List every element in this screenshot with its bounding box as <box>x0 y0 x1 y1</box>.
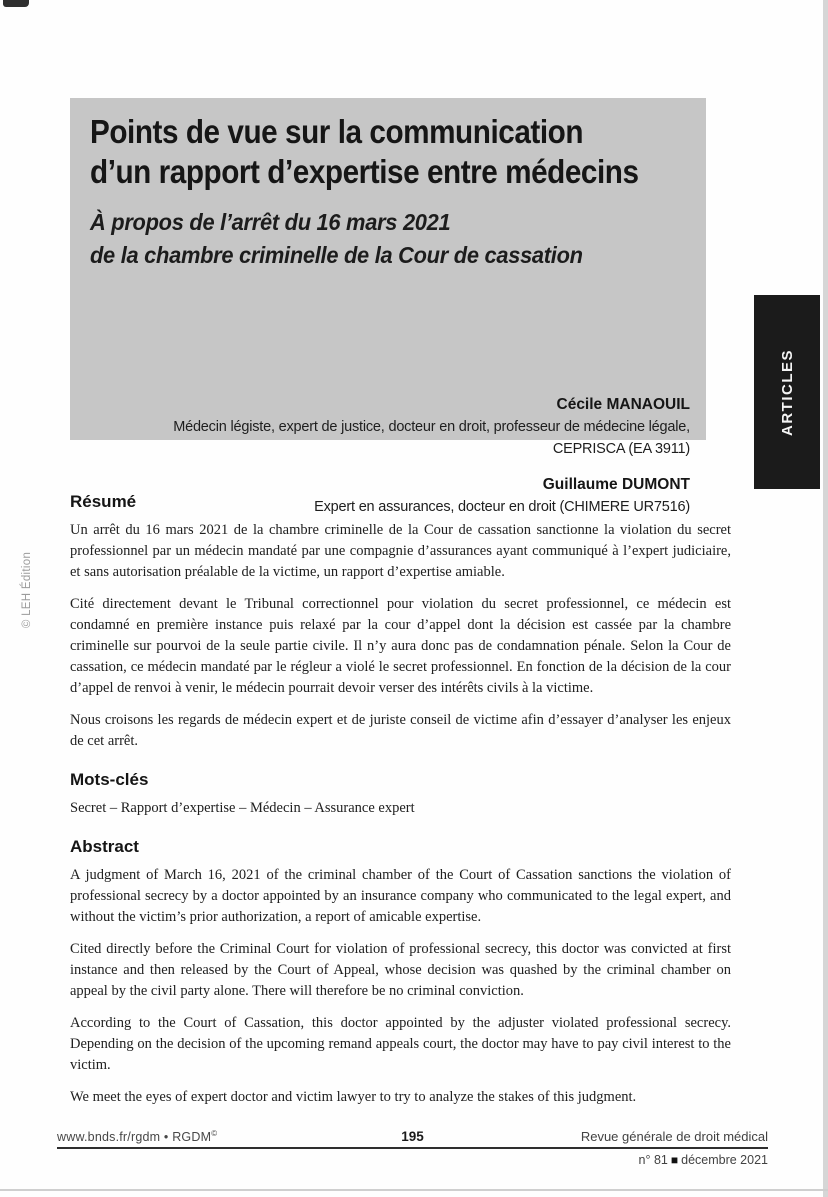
article-subtitle-line2: de la chambre criminelle de la Cour de cassation <box>90 242 583 268</box>
abstract-paragraph: A judgment of March 16, 2021 of the criminal chamber of the Court of Cassation sanctions the violation of professional secrecy by a doctor appointed by an insurance company who communicated to the legal expert, and without the victim’s prior authorization, a report of amicable expertise. <box>70 867 731 925</box>
article-title-line1: Points de vue sur la communication <box>90 113 584 150</box>
resume-paragraph: Un arrêt du 16 mars 2021 de la chambre criminelle de la Cour de cassation sanctionne la violation du secret professionnel par un médecin mandaté par une compagnie d’assurances ayant communiqué à l’expert judiciaire, et sans autorisation préalable de la victime, un rapport d’expertise amiable. <box>70 522 731 580</box>
article-subtitle-line1: À propos de l’arrêt du 16 mars 2021 <box>90 209 451 235</box>
journal-abbr: RGDM <box>172 1130 212 1144</box>
article-front-matter <box>70 492 731 1119</box>
footer-website <box>57 1129 217 1144</box>
author-name: Cécile MANAOUIL <box>556 396 690 413</box>
page-number: 195 <box>401 1129 424 1144</box>
author-affiliation: Médecin légiste, expert de justice, docteur en droit, professeur de médecine légale, <box>173 419 690 435</box>
author-name: Guillaume DUMONT <box>542 476 690 493</box>
copyright-mark: © <box>211 1128 218 1138</box>
page-edge-right <box>823 0 828 1197</box>
publisher-credit: © LEH Édition <box>21 551 33 629</box>
footer-rule-row <box>57 1126 768 1149</box>
author-affiliation: CEPRISCA (EA 3911) <box>552 441 690 457</box>
dot-separator: • <box>163 1130 169 1144</box>
page-footer <box>57 1126 768 1167</box>
keywords-heading: Mots-clés <box>70 770 149 789</box>
issue-date: décembre 2021 <box>681 1153 768 1167</box>
website-url: www.bnds.fr/rgdm <box>57 1130 161 1144</box>
articles-section-tab <box>754 295 820 489</box>
abstract-heading: Abstract <box>70 837 139 856</box>
article-subtitle <box>90 206 660 272</box>
abstract-paragraph: We meet the eyes of expert doctor and victim lawyer to try to analyze the stakes of this judgment. <box>70 1089 637 1105</box>
issue-number: n° 81 <box>638 1153 668 1167</box>
resume-paragraph: Nous croisons les regards de médecin expert et de juriste conseil de victime afin d’essayer d’analyser les enjeux de cet arrêt. <box>70 712 731 749</box>
page-edge-bottom <box>0 1189 828 1191</box>
issue-info <box>57 1153 768 1167</box>
resume-paragraph: Cité directement devant le Tribunal correctionnel pour violation du secret professionnel, ce médecin est condamné en première instance puis relaxé par la cour d’appel dont la décision est cassée par la chambre criminelle sur pourvoi de la seule partie civile. Il n’y aura donc pas de condamnation pénale. Selon la Cour de cassation, ce médecin mandaté par le régleur a violé le secret professionnel. En fonction de la décision de la cour d’appel de renvoi à venir, le médecin pourrait devoir verser des intérêts civils à la victime. <box>70 596 731 696</box>
resume-heading: Résumé <box>70 492 137 511</box>
journal-name: Revue générale de droit médical <box>580 1129 768 1144</box>
articles-tab-label: ARTICLES <box>778 348 796 436</box>
author-1 <box>90 394 690 460</box>
square-bullet-icon: ■ <box>670 1153 679 1167</box>
article-title <box>90 112 639 192</box>
keywords-text: Secret – Rapport d’expertise – Médecin – Assurance expert <box>70 800 415 816</box>
author-affiliation: Expert en assurances, docteur en droit (CHIMERE UR7516) <box>314 499 690 515</box>
corner-mark <box>3 0 29 7</box>
abstract-paragraph: Cited directly before the Criminal Court for violation of professional secrecy, this doctor was convicted at first instance and then released by the Court of Appeal, whose decision was quashed by the criminal chamber on appeal by the civil party alone. There will therefore be no criminal conviction. <box>70 941 731 999</box>
abstract-paragraph: According to the Court of Cassation, this doctor appointed by the adjuster violated professional secrecy. Depending on the decision of the upcoming remand appeals court, the doctor may have to pay civil interest to the victim. <box>70 1015 731 1073</box>
article-title-line2: d’un rapport d’expertise entre médecins <box>90 153 639 190</box>
